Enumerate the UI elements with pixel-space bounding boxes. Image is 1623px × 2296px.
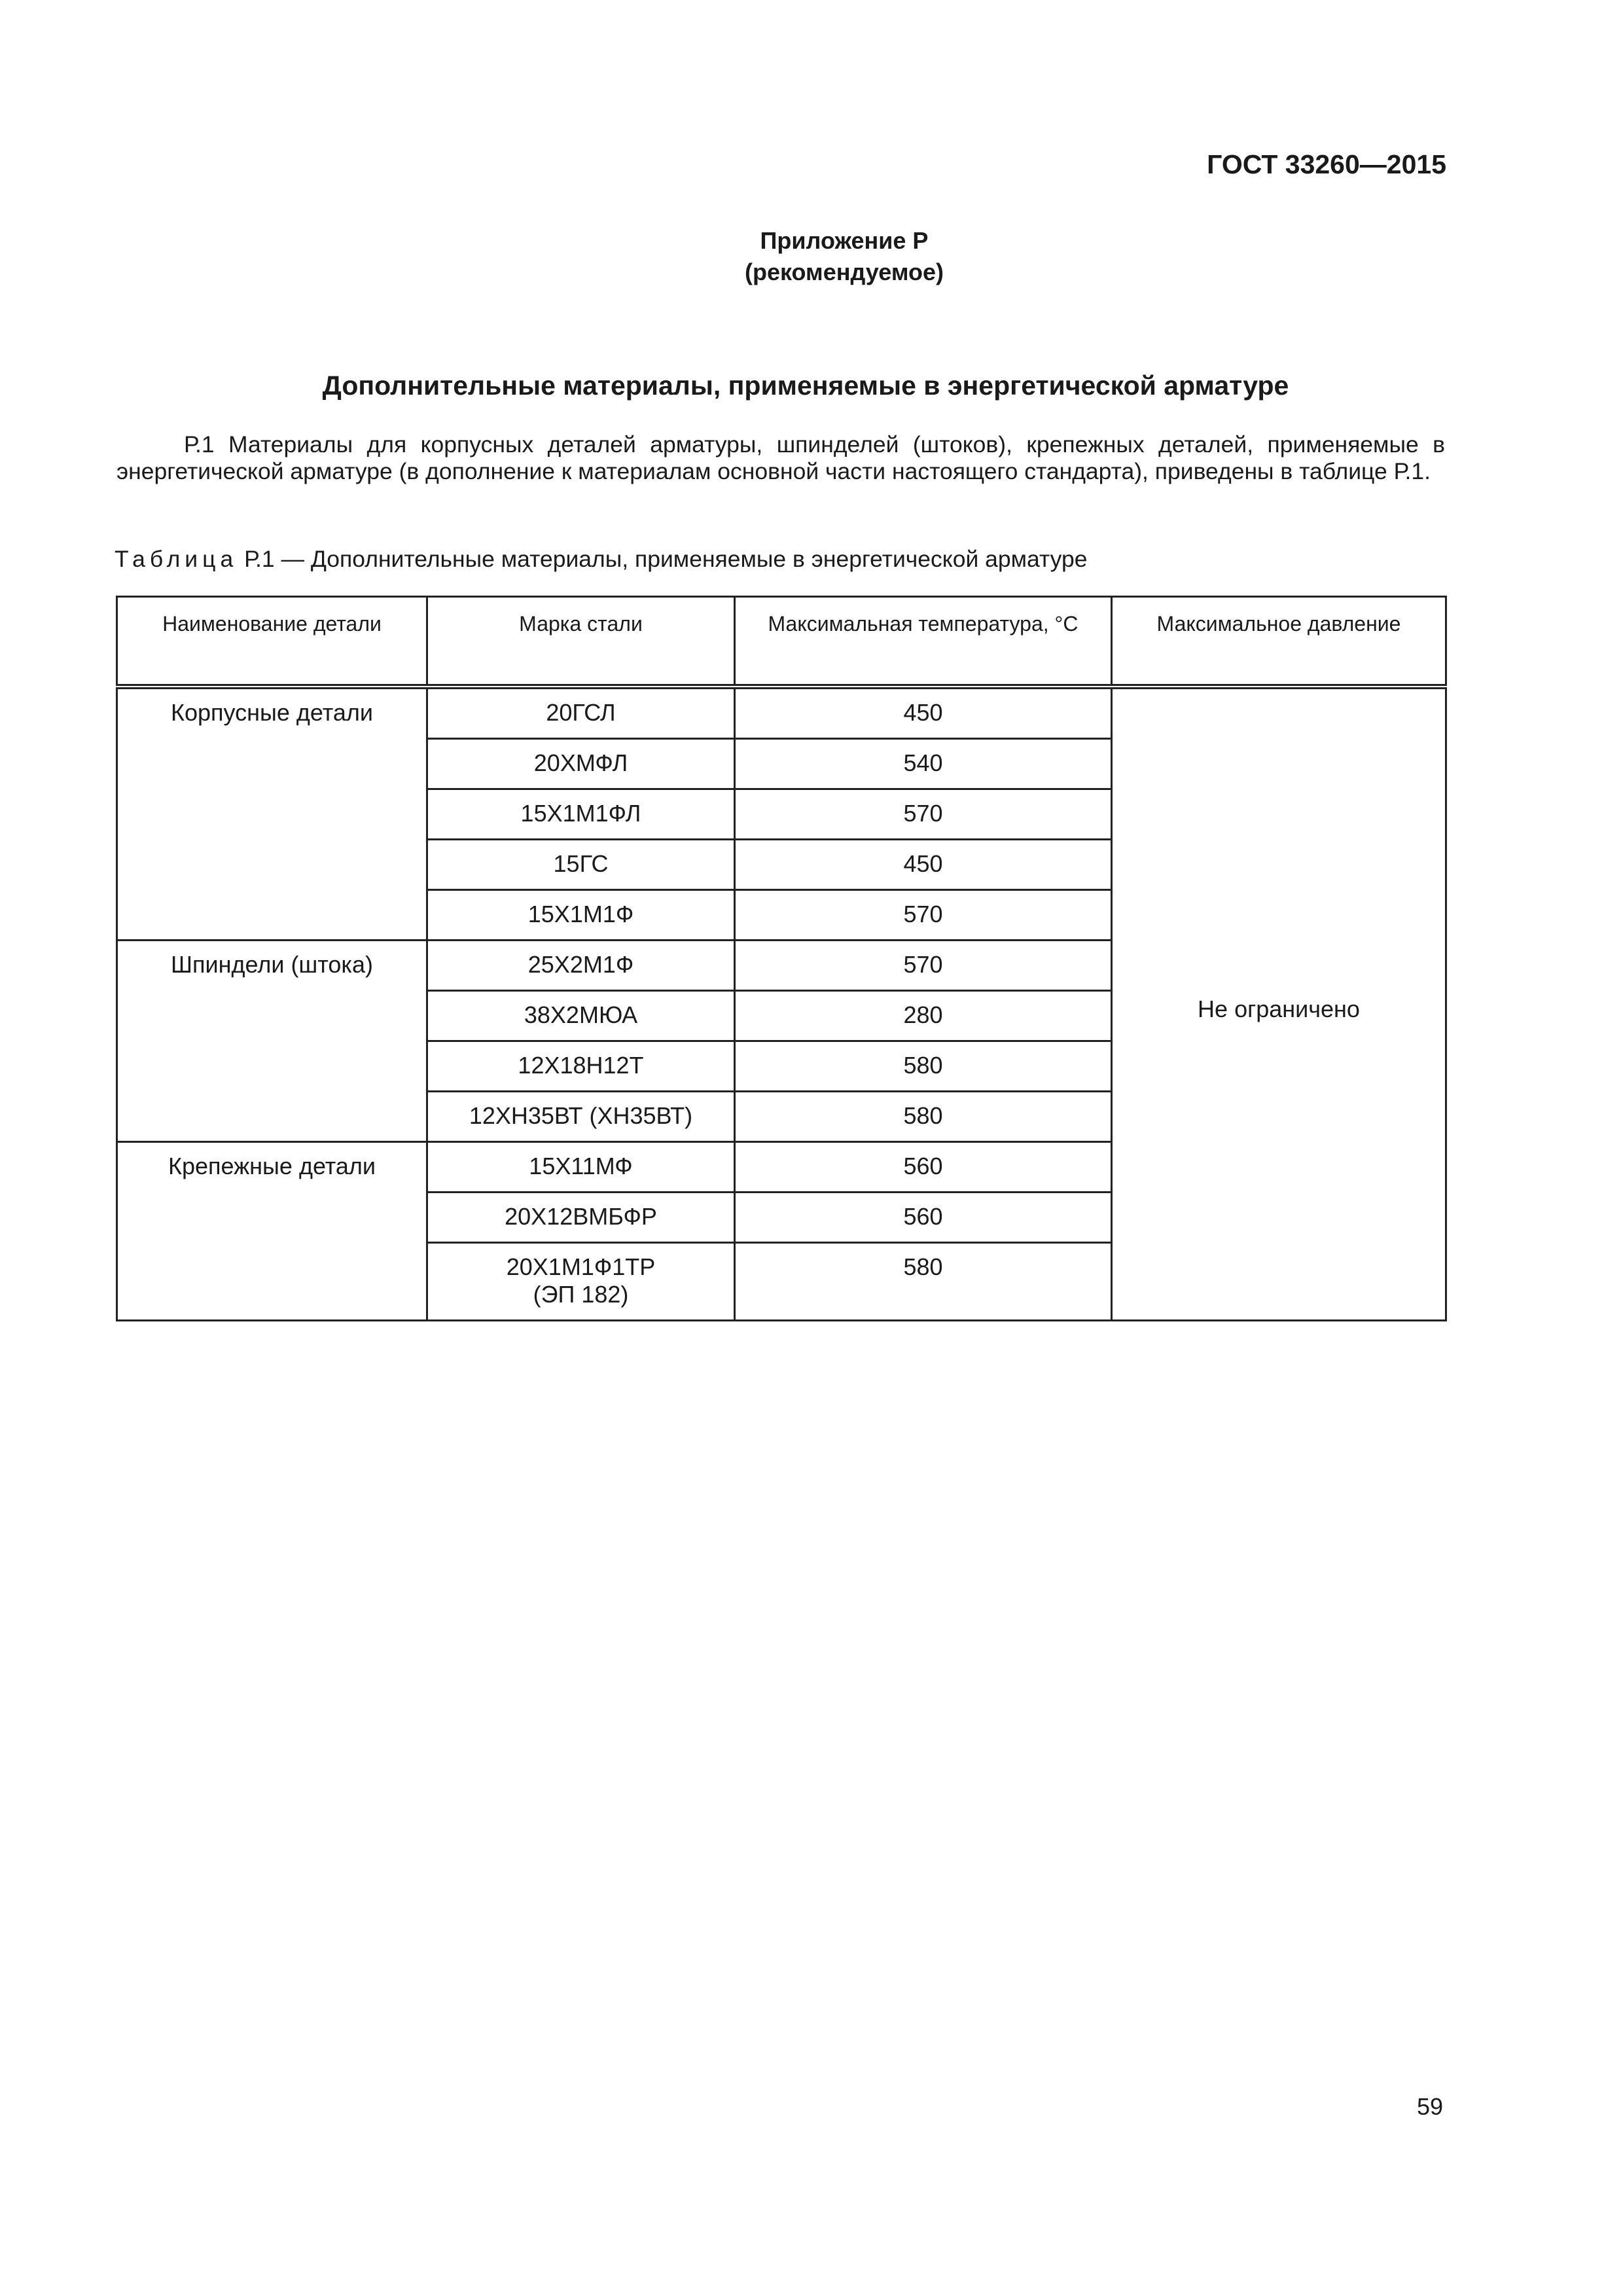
- materials-table: [116, 596, 1447, 1321]
- header-max-temperature: Максимальная температура, °С: [735, 597, 1112, 687]
- table-caption: [115, 546, 1088, 573]
- temperature-cell: 580: [735, 1041, 1112, 1092]
- steel-grade-cell: 20ХМФЛ: [427, 739, 735, 789]
- header-part-name: Наименование детали: [117, 597, 427, 687]
- part-name-cell: Шпиндели (штока): [117, 941, 427, 1142]
- materials-table-wrapper: [116, 596, 1445, 1321]
- steel-grade-cell: 15Х11МФ: [427, 1142, 735, 1193]
- temperature-cell: 450: [735, 687, 1112, 739]
- table-caption-text: Р.1 — Дополнительные материалы, применяемые в энергетической арматуре: [238, 546, 1088, 572]
- table-header-row: [117, 597, 1446, 687]
- appendix-title: Приложение Р: [760, 227, 929, 254]
- section-title: Дополнительные материалы, применяемые в энергетической арматуре: [322, 370, 1289, 401]
- part-name-cell: Крепежные детали: [117, 1142, 427, 1321]
- appendix-subtitle: (рекомендуемое): [745, 259, 944, 285]
- temperature-cell: 580: [735, 1092, 1112, 1142]
- steel-grade-cell: 15Х1М1Ф: [427, 890, 735, 941]
- steel-grade-cell: 12Х18Н12Т: [427, 1041, 735, 1092]
- steel-grade-note: (ЭП 182): [533, 1281, 629, 1308]
- steel-grade-cell: 12ХН35ВТ (ХН35ВТ): [427, 1092, 735, 1142]
- intro-paragraph: Р.1 Материалы для корпусных деталей арматуры, шпинделей (штоков), крепежных деталей, применяемые в энергетической арматуре (в дополнение к материалам основной части настоящего стандарта), приведены в таблице Р.1.: [116, 431, 1445, 484]
- temperature-cell: 570: [735, 789, 1112, 840]
- header-steel-grade: Марка стали: [427, 597, 735, 687]
- table-caption-label: Таблица: [115, 546, 238, 572]
- temperature-cell: 540: [735, 739, 1112, 789]
- temperature-cell: 570: [735, 890, 1112, 941]
- steel-grade-text: 20Х1М1Ф1ТР: [506, 1253, 656, 1280]
- part-name-cell: Корпусные детали: [117, 687, 427, 941]
- temperature-cell: 560: [735, 1193, 1112, 1243]
- steel-grade-cell: 20Х12ВМБФР: [427, 1193, 735, 1243]
- steel-grade-cell: [427, 1243, 735, 1321]
- temperature-cell: 450: [735, 840, 1112, 890]
- document-code: ГОСТ 33260—2015: [1207, 149, 1446, 179]
- temperature-cell: 280: [735, 991, 1112, 1041]
- steel-grade-cell: 38Х2МЮА: [427, 991, 735, 1041]
- temperature-cell: 580: [735, 1243, 1112, 1321]
- appendix-heading: [0, 225, 1623, 288]
- pressure-cell: Не ограничено: [1112, 687, 1446, 1321]
- steel-grade-cell: 20ГСЛ: [427, 687, 735, 739]
- temperature-cell: 570: [735, 941, 1112, 991]
- page-number: 59: [1416, 2093, 1443, 2120]
- temperature-cell: 560: [735, 1142, 1112, 1193]
- steel-grade-cell: 25Х2М1Ф: [427, 941, 735, 991]
- steel-grade-cell: 15Х1М1ФЛ: [427, 789, 735, 840]
- header-max-pressure: Максимальное давление: [1112, 597, 1446, 687]
- table-row: [117, 687, 1446, 739]
- steel-grade-cell: 15ГС: [427, 840, 735, 890]
